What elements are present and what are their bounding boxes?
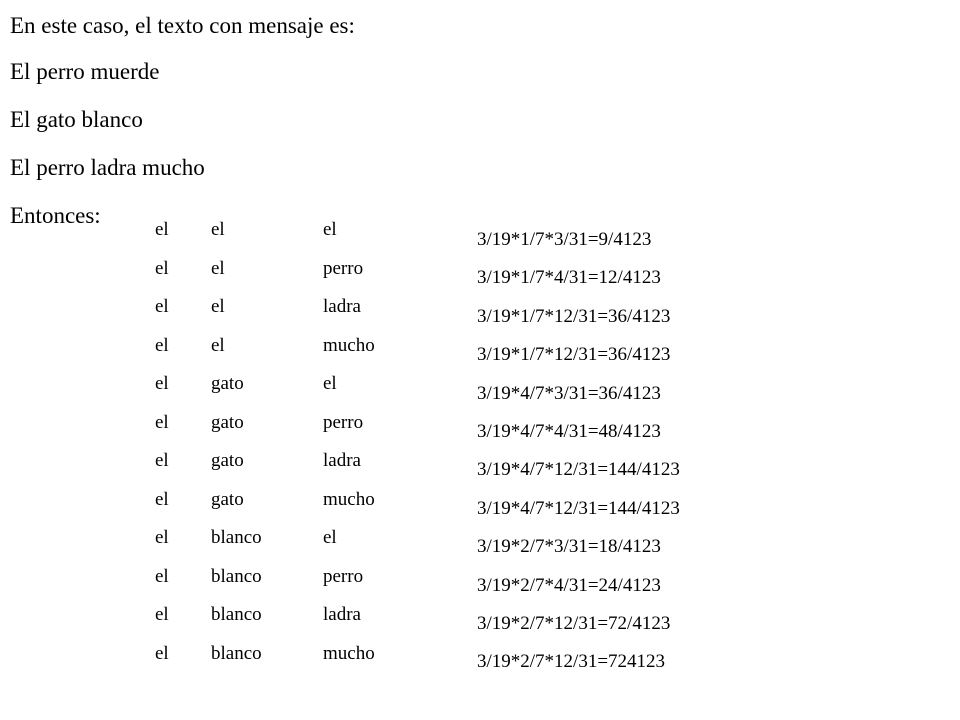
word-1-cell: el [155, 566, 169, 587]
sentence-2: El gato blanco [10, 107, 143, 132]
probability-line: 3/19*1/7*3/31=9/4123 [477, 229, 652, 250]
probability-line: 3/19*4/7*12/31=144/4123 [477, 459, 680, 480]
word-2-cell: el [211, 296, 225, 317]
word-3-cell: perro [323, 566, 364, 587]
word-3-cell: ladra [323, 450, 361, 471]
word-2-cell: gato [211, 412, 244, 433]
word-2-cell: blanco [211, 604, 262, 625]
probability-line: 3/19*4/7*4/31=48/4123 [477, 421, 661, 442]
probability-line: 3/19*4/7*3/31=36/4123 [477, 383, 661, 404]
word-1-cell: el [155, 489, 169, 510]
word-1-cell: el [155, 643, 169, 664]
word-1-cell: el [155, 296, 169, 317]
heading-text: En este caso, el texto con mensaje es: [10, 13, 355, 38]
word-1-cell: el [155, 412, 169, 433]
word-3-cell: el [323, 373, 337, 394]
word-3-cell: ladra [323, 604, 361, 625]
word-3-cell: el [323, 219, 337, 240]
word-3-cell: ladra [323, 296, 361, 317]
word-2-cell: blanco [211, 643, 262, 664]
probability-line: 3/19*1/7*12/31=36/4123 [477, 306, 671, 327]
word-1-cell: el [155, 335, 169, 356]
word-3-cell: perro [323, 258, 364, 279]
word-3-cell: mucho [323, 335, 375, 356]
probability-line: 3/19*2/7*4/31=24/4123 [477, 575, 661, 596]
sentence-3: El perro ladra mucho [10, 155, 205, 180]
word-3-cell: el [323, 527, 337, 548]
sentence-1: El perro muerde [10, 59, 160, 84]
probability-line: 3/19*4/7*12/31=144/4123 [477, 498, 680, 519]
word-2-cell: gato [211, 489, 244, 510]
word-3-cell: mucho [323, 643, 375, 664]
word-3-cell: perro [323, 412, 364, 433]
probability-line: 3/19*2/7*3/31=18/4123 [477, 536, 661, 557]
word-2-cell: el [211, 258, 225, 279]
word-1-cell: el [155, 373, 169, 394]
conclusion-label: Entonces: [10, 203, 101, 228]
word-2-cell: el [211, 335, 225, 356]
probability-line: 3/19*2/7*12/31=72/4123 [477, 613, 671, 634]
word-2-cell: blanco [211, 566, 262, 587]
word-3-cell: mucho [323, 489, 375, 510]
probability-line: 3/19*1/7*4/31=12/4123 [477, 267, 661, 288]
word-2-cell: gato [211, 450, 244, 471]
word-1-cell: el [155, 258, 169, 279]
word-1-cell: el [155, 450, 169, 471]
word-2-cell: gato [211, 373, 244, 394]
word-1-cell: el [155, 219, 169, 240]
probability-line: 3/19*1/7*12/31=36/4123 [477, 344, 671, 365]
word-2-cell: blanco [211, 527, 262, 548]
word-1-cell: el [155, 527, 169, 548]
word-2-cell: el [211, 219, 225, 240]
word-1-cell: el [155, 604, 169, 625]
probability-line: 3/19*2/7*12/31=724123 [477, 651, 666, 672]
